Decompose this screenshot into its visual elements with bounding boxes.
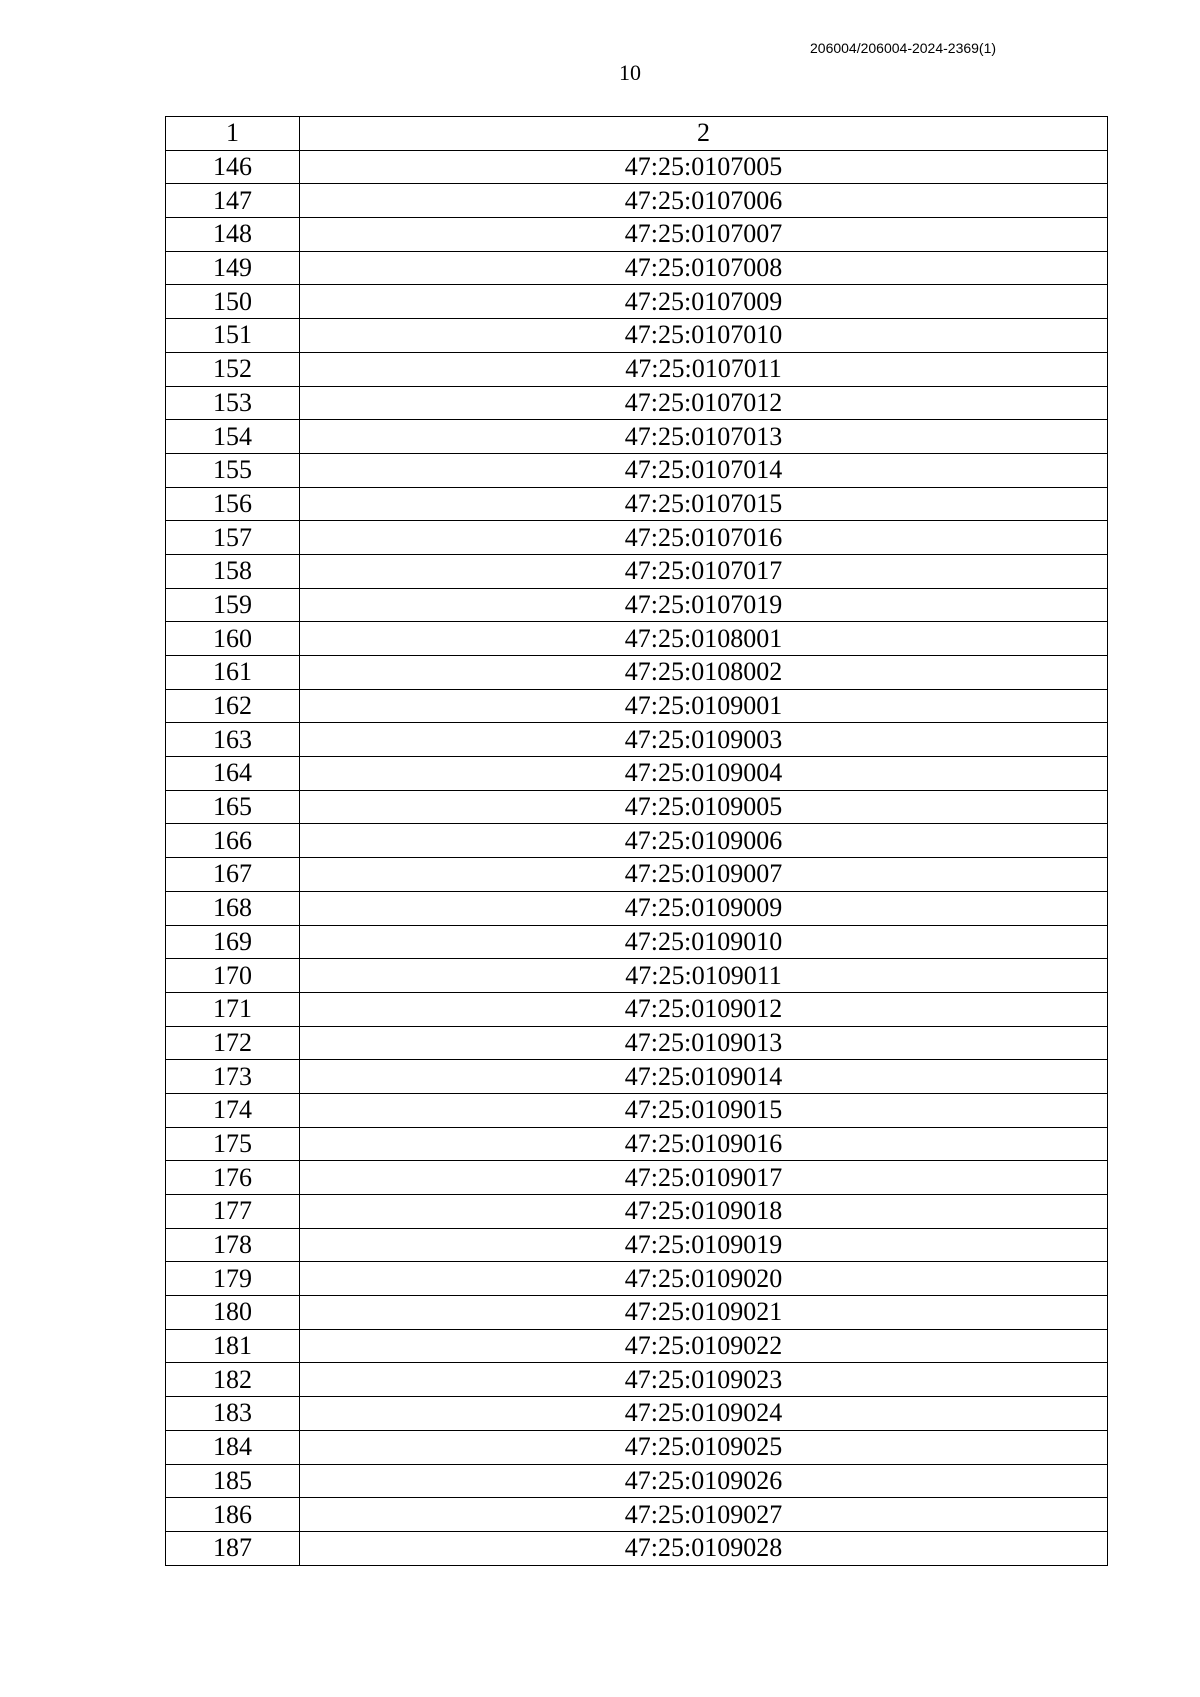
table-row [166,251,1108,285]
cadastral-number-cell: 47:25:0109006 [300,824,1108,858]
cadastral-number-cell: 47:25:0109010 [300,925,1108,959]
table-row [166,588,1108,622]
row-number-cell: 176 [166,1161,300,1195]
table-row [166,1498,1108,1532]
cadastral-number-cell: 47:25:0107014 [300,453,1108,487]
document-id: 206004/206004-2024-2369(1) [810,40,997,56]
table-row [166,218,1108,252]
row-number-cell: 158 [166,554,300,588]
table-row [166,1397,1108,1431]
cadastral-number-cell: 47:25:0109019 [300,1228,1108,1262]
cadastral-number-cell: 47:25:0109024 [300,1397,1108,1431]
cadastral-number-cell: 47:25:0109015 [300,1093,1108,1127]
cadastral-number-cell: 47:25:0109027 [300,1498,1108,1532]
table-row [166,757,1108,791]
table-row [166,656,1108,690]
row-number-cell: 165 [166,790,300,824]
table-row [166,723,1108,757]
row-number-cell: 177 [166,1195,300,1229]
row-number-cell: 157 [166,521,300,555]
row-number-cell: 148 [166,218,300,252]
table-row [166,1228,1108,1262]
table-row [166,453,1108,487]
cadastral-number-cell: 47:25:0107012 [300,386,1108,420]
table-row [166,925,1108,959]
cadastral-number-cell: 47:25:0109007 [300,858,1108,892]
table-row [166,1329,1108,1363]
row-number-cell: 163 [166,723,300,757]
cadastral-number-cell: 47:25:0107010 [300,319,1108,353]
column-header-2: 2 [300,117,1108,151]
cadastral-number-cell: 47:25:0109004 [300,757,1108,791]
row-number-cell: 168 [166,891,300,925]
cadastral-number-cell: 47:25:0109017 [300,1161,1108,1195]
cadastral-number-cell: 47:25:0109014 [300,1060,1108,1094]
row-number-cell: 179 [166,1262,300,1296]
row-number-cell: 151 [166,319,300,353]
cadastral-number-cell: 47:25:0109023 [300,1363,1108,1397]
cadastral-number-cell: 47:25:0107007 [300,218,1108,252]
cadastral-number-cell: 47:25:0109022 [300,1329,1108,1363]
table-row [166,1060,1108,1094]
row-number-cell: 170 [166,959,300,993]
cadastral-number-cell: 47:25:0107016 [300,521,1108,555]
column-header-1: 1 [166,117,300,151]
cadastral-number-cell: 47:25:0107017 [300,554,1108,588]
row-number-cell: 162 [166,689,300,723]
row-number-cell: 183 [166,1397,300,1431]
cadastral-number-cell: 47:25:0107008 [300,251,1108,285]
data-table [165,116,1108,1566]
cadastral-number-cell: 47:25:0107013 [300,420,1108,454]
table-row [166,521,1108,555]
cadastral-number-cell: 47:25:0109005 [300,790,1108,824]
table-row [166,420,1108,454]
row-number-cell: 152 [166,352,300,386]
cadastral-number-cell: 47:25:0109020 [300,1262,1108,1296]
row-number-cell: 171 [166,992,300,1026]
row-number-cell: 167 [166,858,300,892]
table-row [166,352,1108,386]
row-number-cell: 184 [166,1430,300,1464]
row-number-cell: 169 [166,925,300,959]
table-row [166,959,1108,993]
table-row [166,285,1108,319]
cadastral-number-cell: 47:25:0109003 [300,723,1108,757]
table-header-row [166,117,1108,151]
cadastral-number-cell: 47:25:0107011 [300,352,1108,386]
table-row [166,689,1108,723]
page-number: 10 [619,60,641,85]
table-row [166,554,1108,588]
table-row [166,386,1108,420]
table-body [166,117,1108,1566]
cadastral-number-cell: 47:25:0109026 [300,1464,1108,1498]
table-row [166,1296,1108,1330]
table-row [166,1464,1108,1498]
row-number-cell: 164 [166,757,300,791]
table-row [166,622,1108,656]
table-row [166,487,1108,521]
row-number-cell: 172 [166,1026,300,1060]
row-number-cell: 173 [166,1060,300,1094]
table-row [166,992,1108,1026]
cadastral-number-cell: 47:25:0108001 [300,622,1108,656]
cadastral-number-cell: 47:25:0107006 [300,184,1108,218]
cadastral-number-cell: 47:25:0108002 [300,656,1108,690]
row-number-cell: 187 [166,1531,300,1565]
cadastral-number-cell: 47:25:0109028 [300,1531,1108,1565]
table-row [166,891,1108,925]
cadastral-number-cell: 47:25:0109012 [300,992,1108,1026]
table-row [166,1161,1108,1195]
row-number-cell: 180 [166,1296,300,1330]
cadastral-number-cell: 47:25:0109018 [300,1195,1108,1229]
row-number-cell: 174 [166,1093,300,1127]
table-row [166,1093,1108,1127]
cadastral-number-cell: 47:25:0107019 [300,588,1108,622]
row-number-cell: 150 [166,285,300,319]
cadastral-number-cell: 47:25:0109021 [300,1296,1108,1330]
table-row [166,858,1108,892]
table-row [166,1430,1108,1464]
row-number-cell: 154 [166,420,300,454]
cadastral-number-cell: 47:25:0107005 [300,150,1108,184]
row-number-cell: 149 [166,251,300,285]
cadastral-number-cell: 47:25:0109013 [300,1026,1108,1060]
row-number-cell: 178 [166,1228,300,1262]
cadastral-number-cell: 47:25:0109025 [300,1430,1108,1464]
row-number-cell: 185 [166,1464,300,1498]
cadastral-number-cell: 47:25:0107009 [300,285,1108,319]
row-number-cell: 186 [166,1498,300,1532]
row-number-cell: 147 [166,184,300,218]
table-row [166,1026,1108,1060]
row-number-cell: 146 [166,150,300,184]
row-number-cell: 166 [166,824,300,858]
cadastral-number-cell: 47:25:0109009 [300,891,1108,925]
row-number-cell: 182 [166,1363,300,1397]
row-number-cell: 159 [166,588,300,622]
cadastral-number-cell: 47:25:0109001 [300,689,1108,723]
cadastral-number-cell: 47:25:0107015 [300,487,1108,521]
table-row [166,1262,1108,1296]
row-number-cell: 175 [166,1127,300,1161]
table-row [166,319,1108,353]
table-row [166,1531,1108,1565]
cadastral-number-cell: 47:25:0109016 [300,1127,1108,1161]
row-number-cell: 156 [166,487,300,521]
row-number-cell: 155 [166,453,300,487]
cadastral-number-cell: 47:25:0109011 [300,959,1108,993]
table-row [166,1195,1108,1229]
table-row [166,824,1108,858]
row-number-cell: 181 [166,1329,300,1363]
row-number-cell: 160 [166,622,300,656]
table-row [166,1127,1108,1161]
table-row [166,790,1108,824]
table-row [166,150,1108,184]
row-number-cell: 161 [166,656,300,690]
table-row [166,184,1108,218]
table-row [166,1363,1108,1397]
row-number-cell: 153 [166,386,300,420]
